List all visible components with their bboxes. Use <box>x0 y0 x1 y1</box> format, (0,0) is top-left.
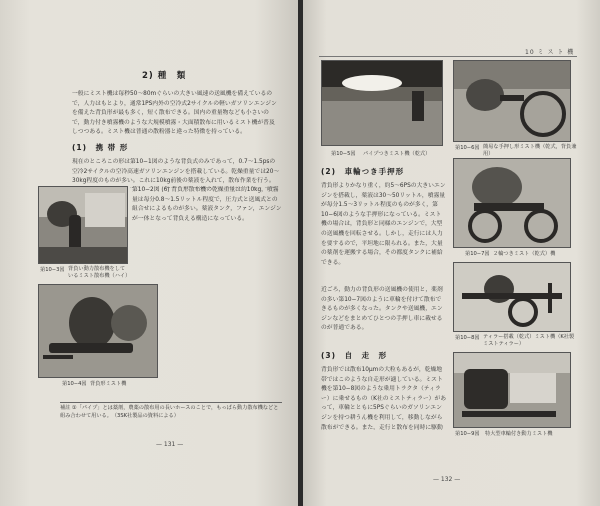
intro-paragraph: 一般にミスト機は毎秒50〜80mぐらいの大きい風速の送風機を備えているので，人力はもとより，通常1PS内外の空冷式2サイクルの軽いガソリンエンジンを備えた背負形が最も多く，短く散布できる。国内の重量物なども小さいので，動力付き噴霧機のような大規模噴霧・大面積散布に用いるミスト機が普及しつつある。ミスト機は普通の散粉器と違った特徴を持っている。 <box>72 91 277 136</box>
fig-10-3-label: 第10−3図 <box>40 267 65 273</box>
fig-10-8-caption: ティラー搭載（乾式）ミスト機（K社製ミストティラー） <box>483 334 575 347</box>
right-page-number: — 132 — <box>433 476 461 483</box>
section-heading-self-propelled: (3) 自 走 形 <box>321 351 388 360</box>
header-rule <box>319 56 577 57</box>
fig-10-3-caption: 背負い動力散布機をしているミスト散布機（ハイ） <box>68 266 131 279</box>
portable-paragraph: 現在のところこの形は第10−1図のような背負式のみであって，0.7〜1.5psの空冷2サイクルの空冷高速ガソリンエンジンを搭載している。乾燥重量では20〜30kg程度のものが多い。これに10kg前後の薬液を入れて，散布作業を行う。 <box>72 159 280 185</box>
wheeled-paragraph-continued: 近ごろ，動力の背負形の送風機の使用と，薬剤の多い第10−7図のように車輪を付けて散布できるものが多くなった。タンクや送風機，エンジンなどをまとめてひとつの手押し車に載せるのが普通である。 <box>321 287 443 332</box>
right-page <box>303 0 600 506</box>
fig-10-5-label: 第10−5図 <box>331 151 356 157</box>
fig-10-7-label: 第10−7図 <box>465 251 490 257</box>
fig-10-4-label: 第10−4図 <box>62 381 87 387</box>
fig-10-7-caption: ２輪つきミスト（乾式）機 <box>493 251 556 257</box>
footnote: 補註 ①「パイプ」とは薬剤，農薬の散布用の長いホースのことで，もっぱら動力散布機などと組み合わせて用いる。 （3SK社製品の資料による） <box>60 405 279 420</box>
running-head: 10 ミ ス ト 機 <box>525 49 575 56</box>
section-heading-portable: (1) 携 帯 形 <box>72 143 129 152</box>
footnote-rule <box>60 402 282 403</box>
portable-paragraph-continued: 第10−2図 (6) 背負形散布機の乾燥重量は約10kg，噴霧量は毎分0.8〜1.5リットル程度で，圧力式と送風式との組合せによるものが多い。薬液タンク，ファン，エンジンが一体となって背負える構造になっている。 <box>132 187 282 222</box>
figure-10-9-photo <box>453 352 571 428</box>
fig-10-6-label: 第10−6図 <box>455 145 480 151</box>
figure-10-6-photo <box>453 60 571 142</box>
fig-10-8-label: 第10−8図 <box>455 335 480 341</box>
fig-10-9-caption: 特大型車輪付き動力ミスト機 <box>485 431 553 437</box>
wheeled-paragraph: 背負形よりかなり重く，約5〜6PSの大きいエンジンを搭載し，薬液は30〜50リットル，噴霧量が毎分1.5〜3リットル程度のものが多く，第10−6図のような手押形になっている。ミスト機の場合は，背負形と同様のエンジンで，大型の送風機を回転させる。しかし，走行には人力を要するので，平坦地に限られる。また，大量の薬剤を運搬する場合，その都度タンクに補給できる。 <box>321 183 446 266</box>
fig-10-5-caption: パイプつきミスト機（乾式） <box>363 151 431 157</box>
chapter-heading: 2) 種 類 <box>142 71 187 81</box>
figure-10-7-photo <box>453 158 571 248</box>
fig-10-6-caption: 簡易な手押し形ミスト機（乾式，背負兼用） <box>483 144 577 157</box>
figure-10-4-photo <box>38 284 158 378</box>
figure-10-3-photo <box>38 186 128 264</box>
figure-10-8-photo <box>453 262 571 332</box>
section-heading-wheeled: (2) 車輪つき手押形 <box>321 167 405 176</box>
left-page-number: — 131 — <box>156 441 184 448</box>
fig-10-4-caption: 背負形ミスト機 <box>90 381 127 387</box>
self-propelled-paragraph: 背負形では散布10μmの大粒もあるが，乾燥地帯ではこのような自走形が適している。ミスト機を第10−8図のような乗用トラクタ（ティラー）に乗せるもの（K社のミストティラー）があって，車輪とともに5PSぐらいのガソリンエンジンを持つ耕うん機を利用して，移動しながら散布ができる。また，走行と散布を同時に駆動 <box>321 367 447 430</box>
fig-10-9-label: 第10−9図 <box>455 431 480 437</box>
figure-10-5-photo <box>321 60 443 146</box>
